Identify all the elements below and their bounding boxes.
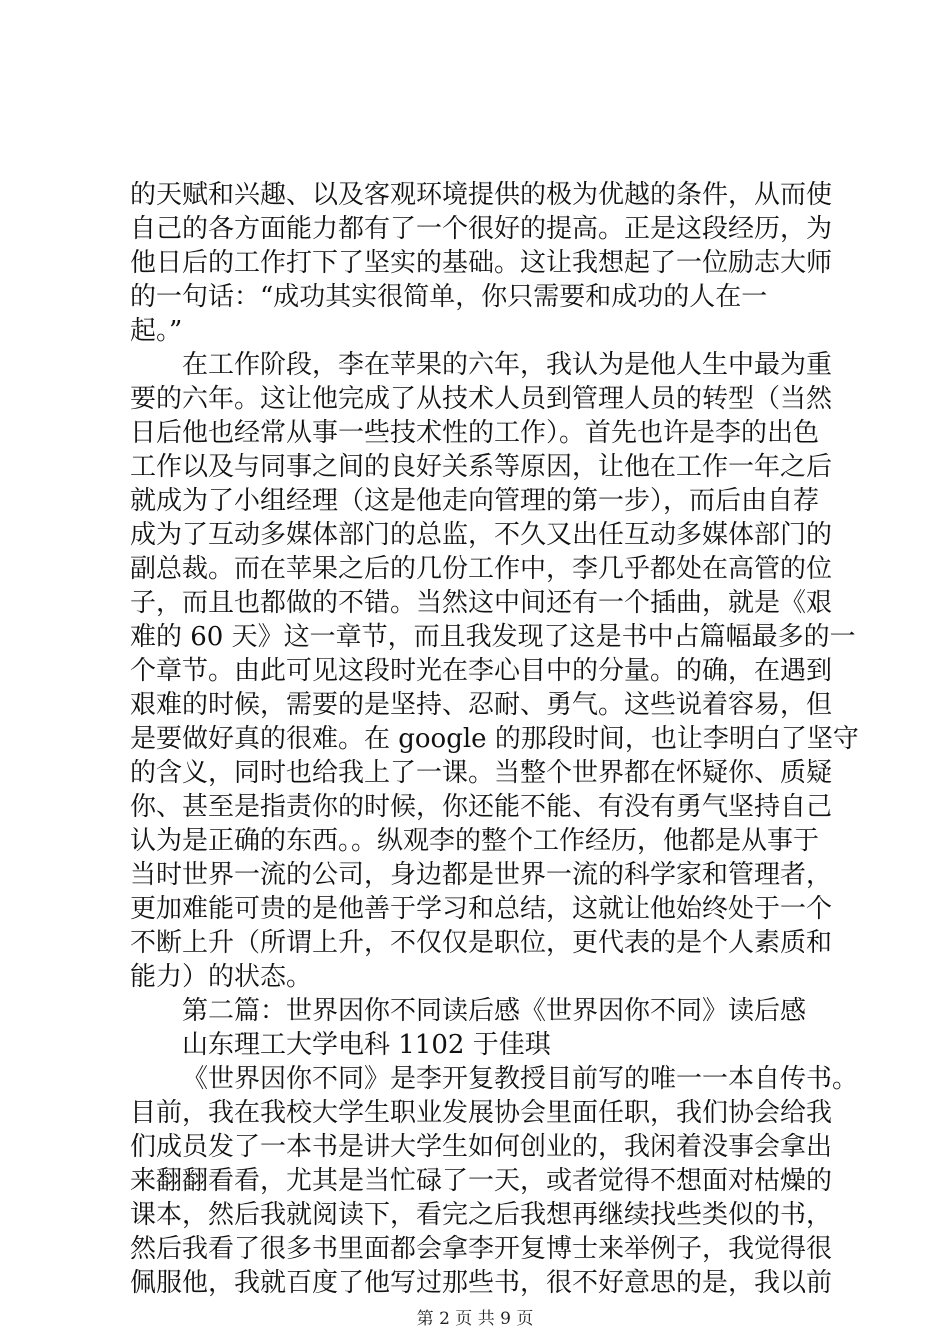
paragraph-first-line: 在工作阶段，李在苹果的六年，我认为是他人生中最为重 <box>182 350 833 380</box>
paragraph-first-line: 《世界因你不同》是李开复教授目前写的唯一一本自传书。 <box>182 1064 859 1094</box>
text-line: 佩服他，我就百度了他写过那些书，很不好意思的是，我以前 <box>130 1268 833 1298</box>
text-line: 课本，然后我就阅读下，看完之后我想再继续找些类似的书， <box>130 1200 833 1230</box>
author-line: 山东理工大学电科 1102 于佳琪 <box>182 1030 551 1060</box>
text-line: 们成员发了一本书是讲大学生如何创业的，我闲着没事会拿出 <box>130 1132 833 1162</box>
page-number-footer: 第 2 页 共 9 页 <box>416 1309 534 1329</box>
text-line: 个章节。由此可见这段时光在李心目中的分量。的确，在遇到 <box>130 656 833 686</box>
text-line: 然后我看了很多书里面都会拿李开复博士来举例子，我觉得很 <box>130 1234 833 1264</box>
text-line: 目前，我在我校大学生职业发展协会里面任职，我们协会给我 <box>130 1098 833 1128</box>
text-line: 当时世界一流的公司，身边都是世界一流的科学家和管理者， <box>130 860 833 890</box>
text-line: 不断上升（所谓上升，不仅仅是职位，更代表的是个人素质和 <box>130 928 833 958</box>
text-line: 副总裁。而在苹果之后的几份工作中，李几乎都处在高管的位 <box>130 554 833 584</box>
text-line: 成为了互动多媒体部门的总监，不久又出任互动多媒体部门的 <box>130 520 833 550</box>
section-heading: 第二篇：世界因你不同读后感《世界因你不同》读后感 <box>182 996 807 1026</box>
text-line: 能力）的状态。 <box>130 962 313 992</box>
text-line: 子，而且也都做的不错。当然这中间还有一个插曲，就是《艰 <box>130 588 833 618</box>
text-line: 自己的各方面能力都有了一个很好的提高。正是这段经历，为 <box>130 214 833 244</box>
text-line: 要的六年。这让他完成了从技术人员到管理人员的转型（当然 <box>130 384 833 414</box>
text-line: 来翻翻看看，尤其是当忙碌了一天，或者觉得不想面对枯燥的 <box>130 1166 833 1196</box>
text-line: 艰难的时候，需要的是坚持、忍耐、勇气。这些说着容易，但 <box>130 690 833 720</box>
text-line: 的天赋和兴趣、以及客观环境提供的极为优越的条件，从而使 <box>130 180 833 210</box>
text-line: 的一句话：“成功其实很简单，你只需要和成功的人在一 <box>130 282 768 312</box>
text-line: 他日后的工作打下了坚实的基础。这让我想起了一位励志大师 <box>130 248 833 278</box>
text-line: 就成为了小组经理（这是他走向管理的第一步），而后由自荐 <box>130 486 820 516</box>
text-line: 起。” <box>130 316 183 346</box>
text-line: 认为是正确的东西。。纵观李的整个工作经历，他都是从事于 <box>130 826 820 856</box>
text-line: 你、甚至是指责你的时候，你还能不能、有没有勇气坚持自己 <box>130 792 833 822</box>
text-line: 是要做好真的很难。在 google 的那段时间，也让李明白了坚守 <box>130 724 859 754</box>
text-line: 工作以及与同事之间的良好关系等原因，让他在工作一年之后 <box>130 452 833 482</box>
text-line: 的含义，同时也给我上了一课。当整个世界都在怀疑你、质疑 <box>130 758 833 788</box>
text-line: 更加难能可贵的是他善于学习和总结，这就让他始终处于一个 <box>130 894 833 924</box>
text-line: 难的 60 天》这一章节，而且我发现了这是书中占篇幅最多的一 <box>130 622 856 652</box>
text-line: 日后他也经常从事一些技术性的工作）。首先也许是李的出色 <box>130 418 820 448</box>
